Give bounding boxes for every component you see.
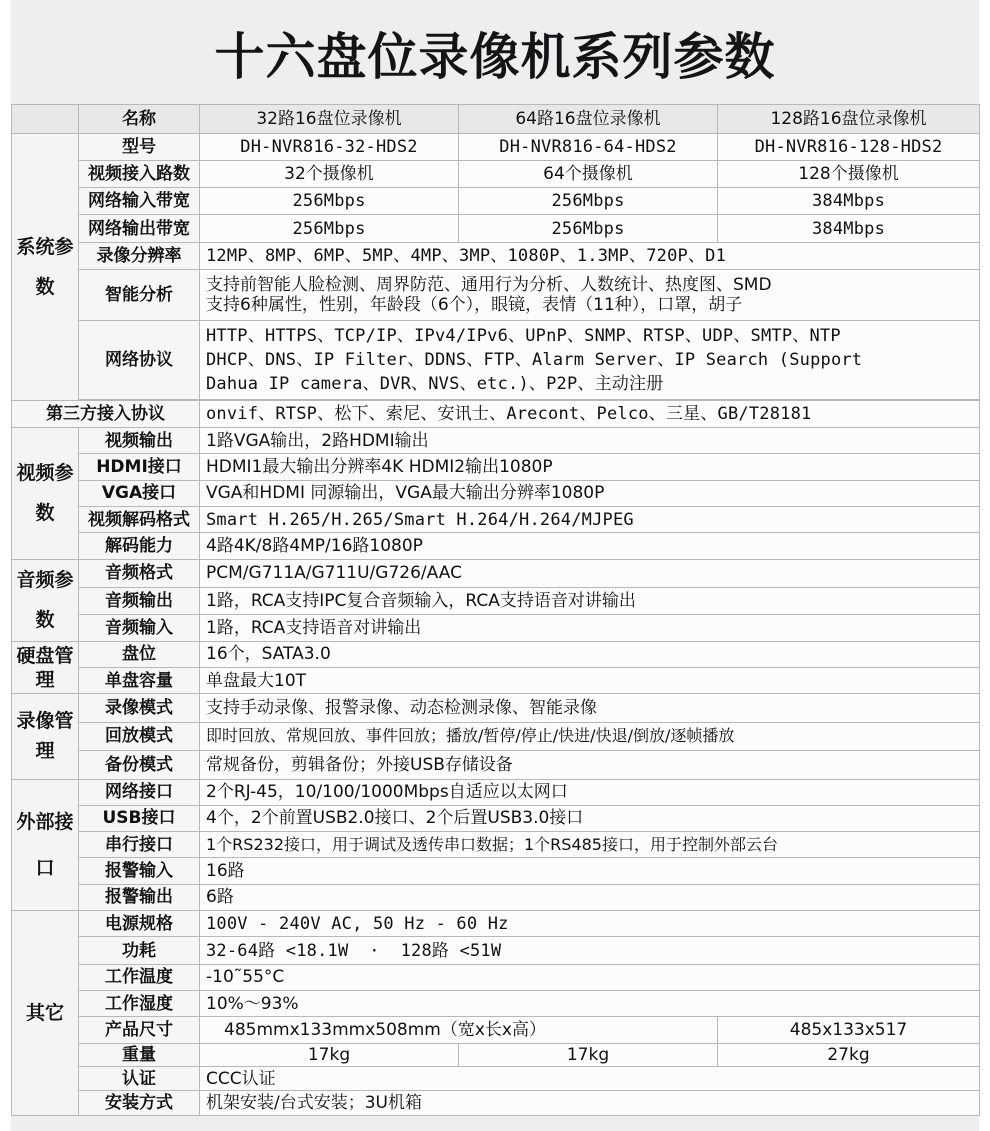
external-row-value: 2个RJ-45，10/100/1000Mbps自适应以太网口 (200, 779, 980, 805)
record-row-value: 即时回放、常规回放、事件回放；播放/暂停/停止/快进/快退/倒放/逐帧播放 (200, 722, 980, 750)
table-row (12, 991, 980, 1017)
external-row-value: 4个，2个前置USB2.0接口、2个后置USB3.0接口 (200, 805, 980, 831)
table-row (12, 1043, 980, 1066)
video-row-label: 视频输出 (79, 428, 200, 454)
audio-row-value: 1路，RCA支持语音对讲输出 (200, 614, 980, 641)
disk-row-value: 单盘最大10T (200, 668, 980, 694)
video-row-value: VGA和HDMI 同源输出，VGA最大输出分辨率1080P (200, 480, 980, 506)
disk-row-label: 单盘容量 (79, 668, 200, 694)
external-row-label: 串行接口 (79, 832, 200, 858)
table-row (12, 270, 980, 321)
table-row (12, 215, 980, 242)
video-in-label: 视频接入路数 (79, 160, 200, 187)
cert-value: CCC认证 (200, 1067, 980, 1091)
weight-value-3: 27kg (718, 1043, 980, 1066)
model-name-1: 32路16盘位录像机 (200, 105, 459, 134)
smart-label: 智能分析 (79, 270, 200, 321)
video-row-value: HDMI1最大输出分辨率4K HDMI2输出1080P (200, 454, 980, 480)
table-row (12, 614, 980, 641)
model-name-2: 64路16盘位录像机 (459, 105, 718, 134)
group-external: 外部接口 (12, 779, 79, 911)
table-row (12, 242, 980, 269)
bw-out-value-3: 384Mbps (718, 215, 980, 242)
video-row-label: 视频解码格式 (79, 507, 200, 533)
table-row (12, 668, 980, 694)
consumption-value: 32-64路 <18.1W · 128路 <51W (200, 937, 980, 964)
group-disk: 硬盘管理 (12, 641, 79, 694)
external-row-label: 报警输入 (79, 858, 200, 884)
install-label: 安装方式 (79, 1091, 200, 1116)
spec-sheet (11, 0, 979, 1131)
external-row-label: USB接口 (79, 805, 200, 831)
protocol-line-1: HTTP、HTTPS、TCP/IP、IPv4/IPv6、UPnP、SNMP、RTSP、UDP、SMTP、NTP (206, 325, 841, 346)
table-row (12, 160, 980, 187)
disk-row-label: 盘位 (79, 641, 200, 667)
table-row (12, 454, 980, 480)
model-value-2: DH-NVR816-64-HDS2 (459, 134, 718, 160)
spec-table (11, 104, 980, 1116)
protocol-line-2: DHCP、DNS、IP Filter、DDNS、FTP、Alarm Server、IP Search (Support (206, 349, 863, 370)
group-record: 录像管理 (12, 694, 79, 779)
bw-in-value-1: 256Mbps (200, 188, 459, 215)
video-row-value: Smart H.265/H.265/Smart H.264/H.264/MJPEG (200, 507, 980, 533)
name-label: 名称 (79, 105, 200, 134)
audio-row-label: 音频输入 (79, 614, 200, 641)
size-value-2: 485x133x517 (718, 1017, 980, 1043)
table-row (12, 641, 980, 667)
table-row (12, 832, 980, 858)
group-cell-empty (12, 105, 79, 134)
temp-value: -10˜55°C (200, 964, 980, 990)
table-row (12, 188, 980, 215)
cert-label: 认证 (79, 1067, 200, 1091)
table-row (12, 134, 980, 160)
audio-row-value: PCM/G711A/G711U/G726/AAC (200, 559, 980, 587)
table-row (12, 533, 980, 559)
table-row (12, 858, 980, 884)
audio-row-value: 1路，RCA支持IPC复合音频输入，RCA支持语音对讲输出 (200, 587, 980, 614)
table-row (12, 105, 980, 134)
video-row-label: HDMI接口 (79, 454, 200, 480)
model-label: 型号 (79, 134, 200, 160)
humidity-label: 工作湿度 (79, 991, 200, 1017)
bw-in-value-3: 384Mbps (718, 188, 980, 215)
power-value: 100V - 240V AC, 50 Hz - 60 Hz (200, 911, 980, 937)
model-value-3: DH-NVR816-128-HDS2 (718, 134, 980, 160)
power-label: 电源规格 (79, 911, 200, 937)
group-system: 系统参数 (12, 134, 79, 400)
bw-out-value-1: 256Mbps (200, 215, 459, 242)
protocol-value (200, 320, 980, 399)
audio-row-label: 音频格式 (79, 559, 200, 587)
model-value-1: DH-NVR816-32-HDS2 (200, 134, 459, 160)
record-row-label: 备份模式 (79, 751, 200, 779)
weight-value-1: 17kg (200, 1043, 459, 1066)
size-label: 产品尺寸 (79, 1017, 200, 1043)
consumption-label: 功耗 (79, 937, 200, 964)
table-row (12, 507, 980, 533)
table-row (12, 694, 980, 722)
protocol-line-3: Dahua IP camera、DVR、NVS、etc.)、P2P、主动注册 (206, 373, 664, 394)
video-row-value: 4路4K/8路4MP/16路1080P (200, 533, 980, 559)
table-row (12, 722, 980, 750)
table-row (12, 320, 980, 399)
disk-row-value: 16个，SATA3.0 (200, 641, 980, 667)
external-row-label: 网络接口 (79, 779, 200, 805)
table-row (12, 937, 980, 964)
external-row-label: 报警输出 (79, 884, 200, 910)
record-row-value: 支持手动录像、报警录像、动态检测录像、智能录像 (200, 694, 980, 722)
video-row-label: VGA接口 (79, 480, 200, 506)
table-row (12, 1067, 980, 1091)
weight-label: 重量 (79, 1043, 200, 1066)
weight-value-2: 17kg (459, 1043, 718, 1066)
table-row (12, 559, 980, 587)
humidity-value: 10%～93% (200, 991, 980, 1017)
resolution-label: 录像分辨率 (79, 242, 200, 269)
third-party-value: onvif、RTSP、松下、索尼、安讯士、Arecont、Pelco、三星、GB/T28181 (200, 400, 980, 427)
table-row (12, 1017, 980, 1043)
table-row (12, 884, 980, 910)
install-value: 机架安装/台式安装；3U机箱 (200, 1091, 980, 1116)
table-row (12, 751, 980, 779)
table-row (12, 587, 980, 614)
smart-line-1: 支持前智能人脸检测、周界防范、通用行为分析、人数统计、热度图、SMD (206, 274, 772, 295)
table-row (12, 480, 980, 506)
group-audio: 音频参数 (12, 559, 79, 641)
smart-value (200, 270, 980, 321)
table-row (12, 911, 980, 937)
table-row (12, 964, 980, 990)
resolution-value: 12MP、8MP、6MP、5MP、4MP、3MP、1080P、1.3MP、720P、D1 (200, 242, 980, 269)
table-row (12, 805, 980, 831)
external-row-value: 1个RS232接口，用于调试及透传串口数据；1个RS485接口，用于控制外部云台 (200, 832, 980, 858)
temp-label: 工作温度 (79, 964, 200, 990)
table-row (12, 400, 980, 427)
size-value-1: 485mmx133mmx508mm（宽x长x高） (200, 1017, 718, 1043)
video-row-value: 1路VGA输出，2路HDMI输出 (200, 428, 980, 454)
video-row-label: 解码能力 (79, 533, 200, 559)
bw-in-value-2: 256Mbps (459, 188, 718, 215)
table-row (12, 1091, 980, 1116)
protocol-label: 网络协议 (79, 320, 200, 399)
record-row-label: 录像模式 (79, 694, 200, 722)
model-name-3: 128路16盘位录像机 (718, 105, 980, 134)
bw-out-label: 网络输出带宽 (79, 215, 200, 242)
video-in-value-2: 64个摄像机 (459, 160, 718, 187)
record-row-value: 常规备份，剪辑备份；外接USB存储设备 (200, 751, 980, 779)
smart-line-2: 支持6种属性，性别，年龄段（6个），眼镜，表情（11种），口罩，胡子 (206, 294, 743, 315)
group-video: 视频参数 (12, 428, 79, 560)
bw-in-label: 网络输入带宽 (79, 188, 200, 215)
group-other: 其它 (12, 911, 79, 1116)
table-row (12, 779, 980, 805)
video-in-value-3: 128个摄像机 (718, 160, 980, 187)
record-row-label: 回放模式 (79, 722, 200, 750)
external-row-value: 6路 (200, 884, 980, 910)
third-party-label: 第三方接入协议 (12, 400, 200, 427)
video-in-value-1: 32个摄像机 (200, 160, 459, 187)
bw-out-value-2: 256Mbps (459, 215, 718, 242)
table-row (12, 428, 980, 454)
external-row-value: 16路 (200, 858, 980, 884)
audio-row-label: 音频输出 (79, 587, 200, 614)
page-title: 十六盘位录像机系列参数 (214, 28, 776, 86)
